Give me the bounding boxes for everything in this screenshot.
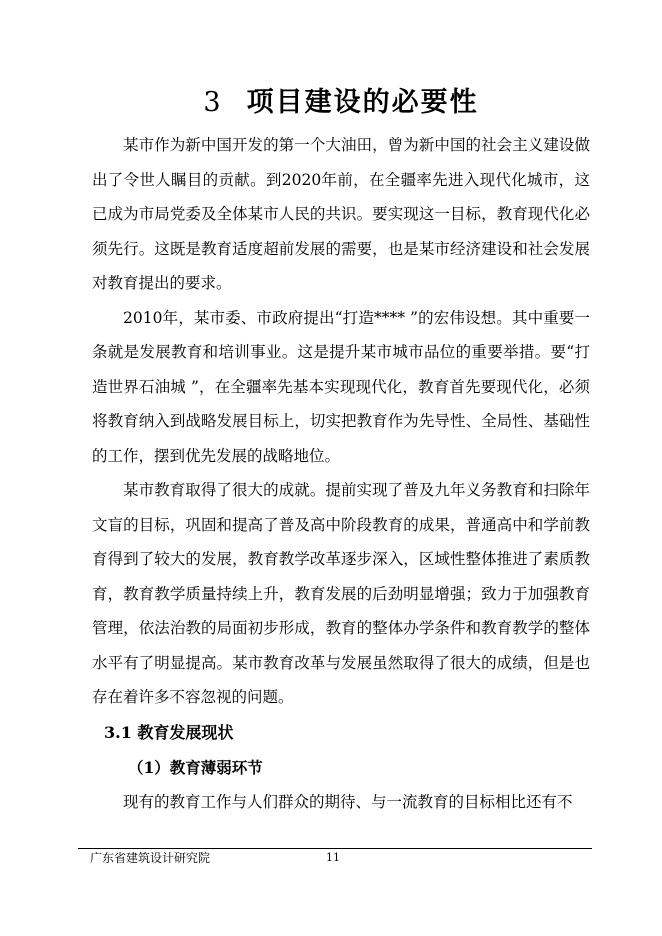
paragraph-intro: 某市作为新中国开发的第一个大油田，曾为新中国的社会主义建设做出了令世人瞩目的贡献。到2020年前，在全疆率先进入现代化城市，这已成为市局党委及全体某市人民的共识。要实现这一目标，教育现代化必须先行。这既是教育适度超前发展的需要，也是某市经济建设和社会发展对教育提出的要求。 [92, 136, 590, 292]
paragraph-current-status: 现有的教育工作与人们群众的期待、与一流教育的目标相比还有不 [123, 793, 573, 811]
chapter-title [92, 80, 590, 126]
subsection-heading: （1）教育薄弱环节 [128, 757, 263, 777]
page-body [92, 80, 590, 820]
section-heading: 3.1 教育发展现状 [104, 722, 234, 742]
page-number: 11 [326, 851, 340, 864]
chapter-title-text: 项目建设的必要性 [246, 87, 479, 118]
chapter-number: 3 [203, 87, 223, 118]
paragraph-2010-plan: 2010年，某市委、市政府提出“打造**** ”的宏伟设想。其中重要一条就是发展教育和培训事业。这是提升某市城市品位的重要举措。要“打造世界石油城 ”，在全疆率先基本实现现代化，教育首先要现代化，必须将教育纳入到战略发展目标上，切实把教育作为先导性、全局性、基础性的工作，摆到优先发展的战略地位。 [92, 308, 590, 465]
footer-organization: 广东省建筑设计研究院 [90, 851, 211, 865]
footer-divider [78, 848, 592, 849]
paragraph-achievements: 某市教育取得了很大的成就。提前实现了普及九年义务教育和扫除年文盲的目标，巩固和提高了普及高中阶段教育的成果，普通高中和学前教育得到了较大的发展，教育教学改革逐步深入，区域性整体推进了素质教育，教育教学质量持续上升，教育发展的后劲明显增强；致力于加强教育管理，依法治教的局面初步形成，教育的整体办学条件和教育教学的整体水平有了明显提高。某市教育改革与发展虽然取得了很大的成绩，但是也存在着许多不容忽视的问题。 [92, 481, 590, 706]
